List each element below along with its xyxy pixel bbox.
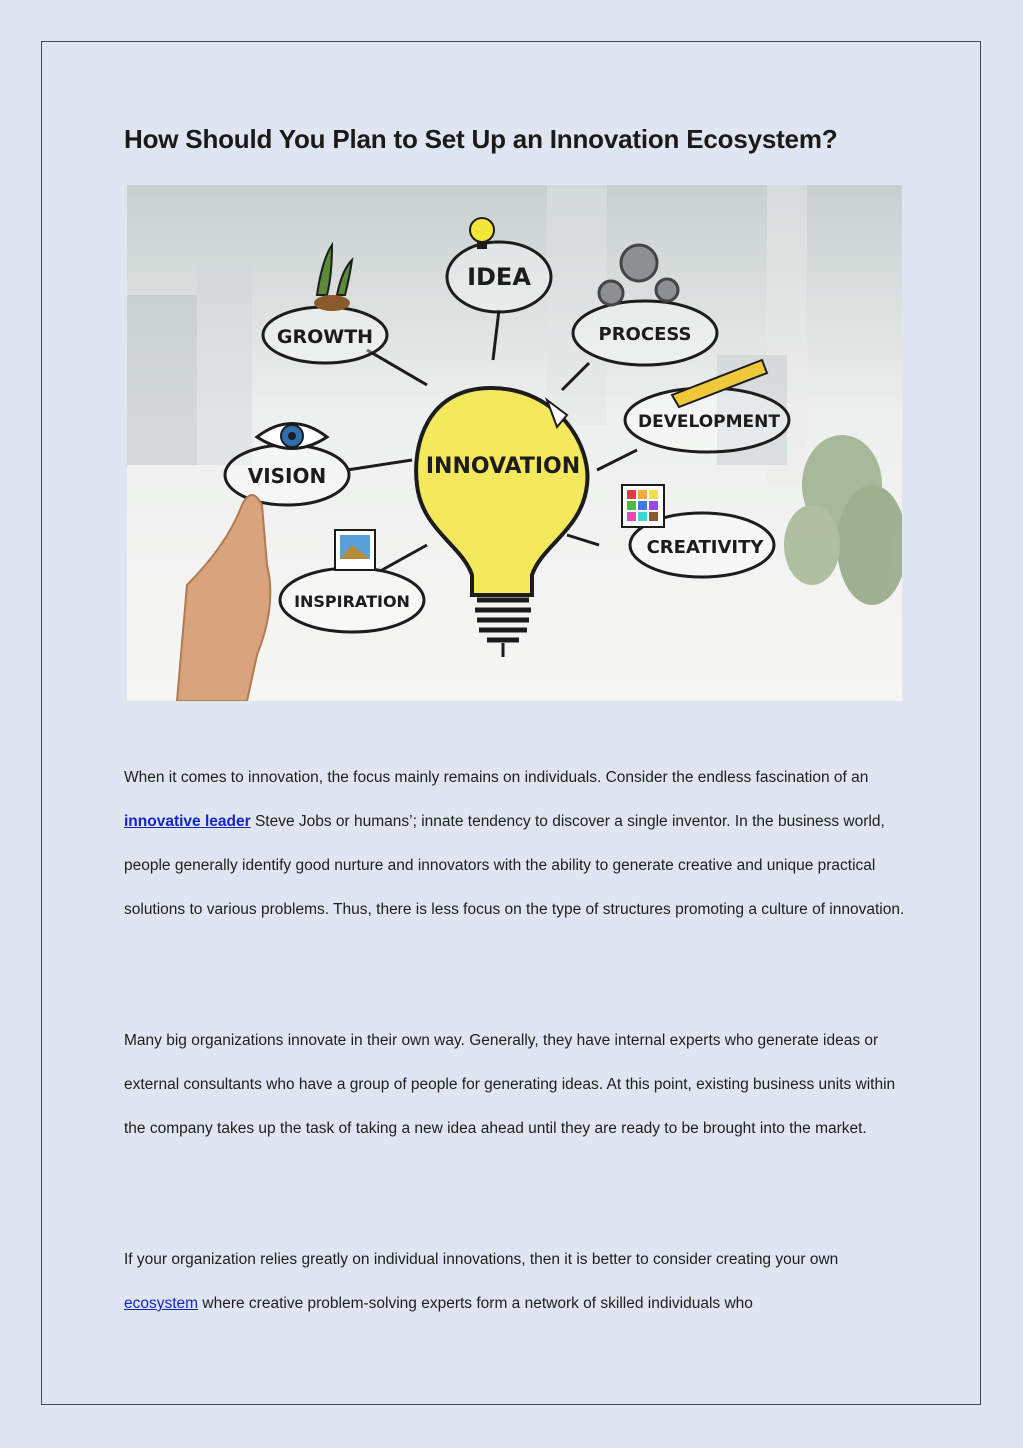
- paragraph-3: [124, 1238, 914, 1326]
- paragraph-1: [124, 756, 914, 932]
- growth-label: GROWTH: [276, 326, 374, 348]
- innovation-label: INNOVATION: [425, 454, 581, 479]
- idea-label: IDEA: [467, 263, 531, 291]
- ecosystem-link[interactable]: ecosystem: [124, 1295, 199, 1312]
- paragraph-1-text-start: When it comes to innovation, the focus mainly remains on individuals. Consider the endless fascination of an: [124, 769, 869, 786]
- color-palette-icon: [622, 485, 664, 527]
- paragraph-1-text-end: Steve Jobs or humans’; innate tendency to discover a single inventor. In the business world, people generally identify good nurture and innovators with the ability to generate creative and unique practical solutions to various problems. Thus, there is less focus on the type of structures promoting a culture of innovation.: [124, 813, 905, 918]
- page-title: How Should You Plan to Set Up an Innovation Ecosystem?: [124, 124, 838, 154]
- development-label: DEVELOPMENT: [638, 412, 780, 432]
- innovation-illustration: [127, 185, 902, 701]
- inspiration-label: INSPIRATION: [294, 592, 410, 611]
- vision-label: VISION: [247, 464, 327, 488]
- paragraph-2: Many big organizations innovate in their own way. Generally, they have internal experts who generate ideas or external consultants who have a group of people for generating ideas. At this point, existing business units within the company takes up the task of taking a new idea ahead until they are ready to be brought into the market.: [124, 1032, 896, 1137]
- paragraph-3-text-end: where creative problem-solving experts form a network of skilled individuals who: [198, 1295, 753, 1312]
- process-label: PROCESS: [598, 324, 692, 345]
- innovative-leader-link[interactable]: innovative leader: [124, 813, 251, 830]
- photo-icon: [335, 530, 375, 570]
- creativity-label: CREATIVITY: [646, 537, 764, 558]
- paragraph-3-text-start: If your organization relies greatly on individual innovations, then it is better to consider creating your own: [124, 1251, 839, 1268]
- innovation-illustration-svg: [127, 185, 902, 701]
